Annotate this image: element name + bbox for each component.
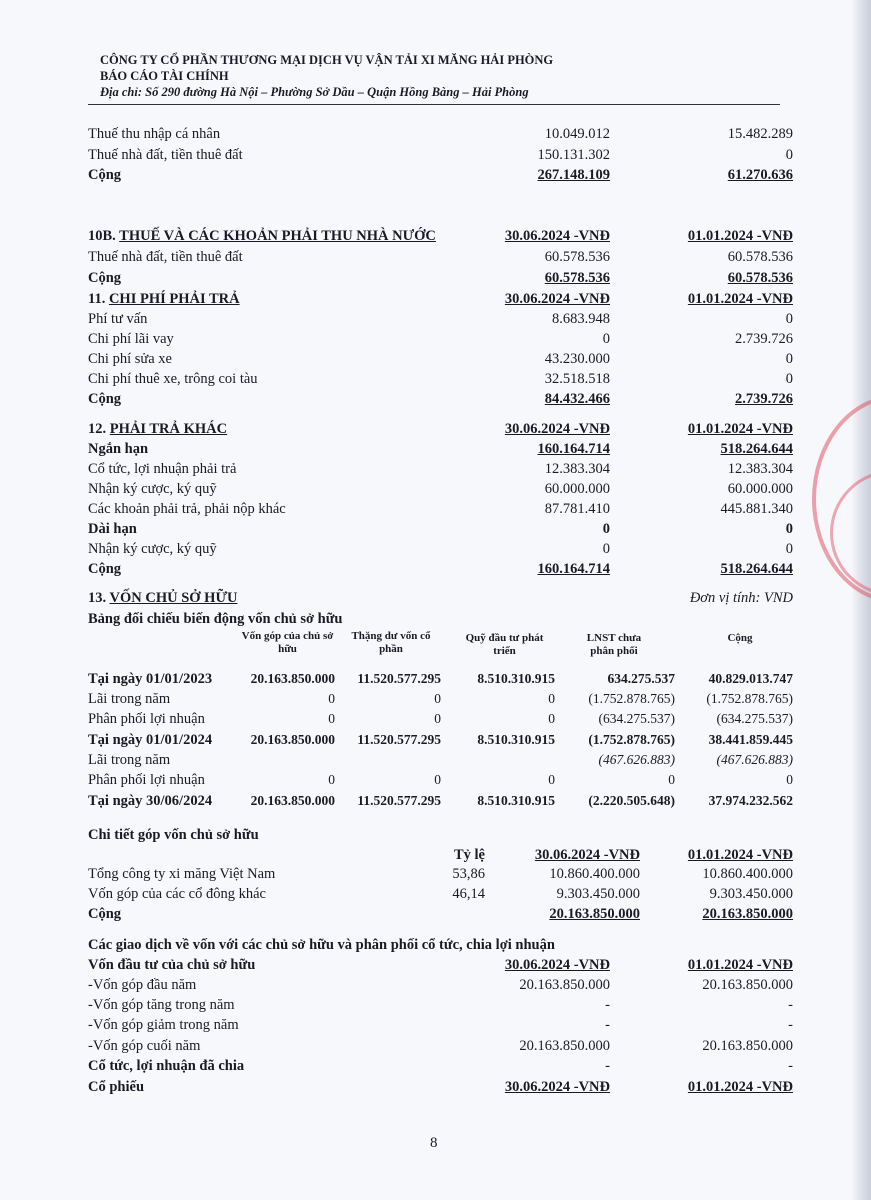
total-a: 84.432.466 <box>544 391 610 407</box>
section-10b-heading <box>88 227 436 245</box>
equity-row-label: Phân phối lợi nhuận <box>88 711 205 727</box>
report-title: BÁO CÁO TÀI CHÍNH <box>100 69 229 83</box>
value-a: 0 <box>602 331 610 347</box>
equity-cell: 20.163.850.000 <box>250 732 335 747</box>
equity-row-label: Lãi trong năm <box>88 752 171 768</box>
value-b: 12.383.304 <box>727 461 793 477</box>
value-a: 43.230.000 <box>544 351 610 367</box>
equity-cell: (634.275.537) <box>716 711 793 726</box>
equity-cell: 20.163.850.000 <box>250 671 335 686</box>
total-label: Cộng <box>88 391 122 407</box>
equity-cell: 0 <box>548 711 555 726</box>
header-divider <box>88 104 780 105</box>
value-a: 12.383.304 <box>544 461 610 477</box>
equity-cell: 8.510.310.915 <box>477 732 555 747</box>
transaction-row-label: -Vốn góp giảm trong năm <box>88 1017 239 1033</box>
section-title: CHI PHÍ PHẢI TRẢ <box>108 291 240 307</box>
page-edge-shadow <box>851 0 871 1200</box>
col-header-a: 30.06.2024 -VNĐ <box>534 847 640 863</box>
section-number: 10B. <box>88 228 116 244</box>
transaction-value-a: 30.06.2024 -VNĐ <box>504 1079 610 1095</box>
value-b: 0 <box>785 521 793 537</box>
transaction-row-label: -Vốn góp tăng trong năm <box>88 997 235 1013</box>
section-title: PHẢI TRẢ KHÁC <box>109 421 228 437</box>
transaction-value-a: - <box>605 1017 610 1033</box>
subgroup-label: Ngắn hạn <box>88 441 149 457</box>
equity-row-label: Tại ngày 01/01/2024 <box>88 732 213 748</box>
col-header: Vốn góp của chủ sở hữu <box>241 630 334 655</box>
value-a: 0 <box>602 521 610 537</box>
equity-cell: 634.275.537 <box>607 671 675 686</box>
total-b: 20.163.850.000 <box>702 906 793 922</box>
total-b: 60.578.536 <box>727 270 793 286</box>
value-b: 518.264.644 <box>720 441 793 457</box>
value-a: 8.683.948 <box>552 311 610 327</box>
value-b: 0 <box>785 311 793 327</box>
value-b: 60.578.536 <box>727 249 793 265</box>
equity-cell: 20.163.850.000 <box>250 793 335 808</box>
equity-cell: 38.441.859.445 <box>708 732 793 747</box>
row-label: Các khoản phải trả, phải nộp khác <box>88 501 286 517</box>
total-a: 160.164.714 <box>537 561 610 577</box>
value-a: 9.303.450.000 <box>556 886 640 902</box>
equity-cell: 0 <box>786 772 793 787</box>
total-label: Cộng <box>88 906 122 922</box>
equity-row-label: Tại ngày 01/01/2023 <box>88 671 213 687</box>
row-label: Tổng công ty xi măng Việt Nam <box>88 866 276 882</box>
row-label: Cổ tức, lợi nhuận phải trả <box>88 461 237 477</box>
section-title: VỐN CHỦ SỞ HỮU <box>109 590 238 606</box>
transaction-value-a: 20.163.850.000 <box>519 977 610 993</box>
equity-cell: 0 <box>668 772 675 787</box>
transaction-value-b: - <box>788 1058 793 1074</box>
equity-row-label: Phân phối lợi nhuận <box>88 772 205 788</box>
col-header-a: 30.06.2024 -VNĐ <box>504 957 610 973</box>
equity-cell: (467.626.883) <box>716 752 793 767</box>
section-12-heading <box>88 420 227 438</box>
transactions-title: Các giao dịch về vốn với các chủ sở hữu và phân phối cổ tức, chia lợi nhuận <box>88 937 555 953</box>
row-label: Chi phí thuê xe, trông coi tàu <box>88 371 258 387</box>
subgroup-label: Dài hạn <box>88 521 137 537</box>
row-label: Vốn góp của các cổ đông khác <box>88 886 266 902</box>
equity-cell: (1.752.878.765) <box>588 691 675 706</box>
total-b: 2.739.726 <box>735 391 793 407</box>
transaction-value-b: 20.163.850.000 <box>702 1038 793 1054</box>
equity-cell: 11.520.577.295 <box>357 732 441 747</box>
equity-cell: 0 <box>434 711 441 726</box>
row-label: Phí tư vấn <box>88 311 148 327</box>
value-b: 9.303.450.000 <box>709 886 793 902</box>
transaction-row-label: Cổ phiếu <box>88 1079 145 1095</box>
col-header-ratio: Tỷ lệ <box>453 847 485 863</box>
equity-cell: 0 <box>548 772 555 787</box>
col-header: LNST chưa phân phối <box>586 632 642 657</box>
transaction-row-label: -Vốn góp đầu năm <box>88 977 197 993</box>
value-a: 150.131.302 <box>537 147 610 163</box>
transaction-row-label: Cổ tức, lợi nhuận đã chia <box>88 1058 245 1074</box>
total-b: 518.264.644 <box>720 561 793 577</box>
col-header-b: 01.01.2024 -VNĐ <box>687 421 793 437</box>
value-a: 32.518.518 <box>544 371 610 387</box>
transaction-row-label: Vốn đầu tư của chủ sở hữu <box>88 957 256 973</box>
value-a: 60.000.000 <box>544 481 610 497</box>
value-b: 0 <box>785 351 793 367</box>
equity-cell: 11.520.577.295 <box>357 793 441 808</box>
equity-cell: 8.510.310.915 <box>477 793 555 808</box>
page-number: 8 <box>430 1135 438 1151</box>
equity-table-title: Bảng đối chiếu biến động vốn chủ sở hữu <box>88 611 343 627</box>
total-label: Cộng <box>88 270 122 286</box>
equity-cell: 0 <box>328 691 335 706</box>
value-a: 0 <box>602 541 610 557</box>
col-header-b: 01.01.2024 -VNĐ <box>687 957 793 973</box>
value-b: 445.881.340 <box>720 501 793 517</box>
equity-cell: 40.829.013.747 <box>708 671 793 686</box>
value-b: 15.482.289 <box>727 126 793 142</box>
total-a: 20.163.850.000 <box>549 906 640 922</box>
value-a: 160.164.714 <box>537 441 610 457</box>
equity-cell: 0 <box>328 772 335 787</box>
total-a: 267.148.109 <box>537 167 610 183</box>
transaction-value-a: 20.163.850.000 <box>519 1038 610 1054</box>
col-header: Quỹ đầu tư phát triển <box>465 632 544 657</box>
total-label: Cộng <box>88 561 122 577</box>
company-address: Địa chỉ: Số 290 đường Hà Nội – Phường Sở Dầu – Quận Hồng Bàng – Hải Phòng <box>100 85 529 99</box>
equity-cell: 0 <box>548 691 555 706</box>
col-header: Cộng <box>727 632 753 644</box>
unit-note: Đơn vị tính: VND <box>689 590 793 606</box>
value-b: 0 <box>785 371 793 387</box>
value-b: 0 <box>785 147 793 163</box>
section-11-heading <box>88 290 240 308</box>
value-b: 60.000.000 <box>727 481 793 497</box>
equity-cell: (1.752.878.765) <box>588 732 675 747</box>
col-header-a: 30.06.2024 -VNĐ <box>504 228 610 244</box>
detail-title: Chi tiết góp vốn chủ sở hữu <box>88 827 259 843</box>
row-label: Chi phí sửa xe <box>88 351 172 367</box>
value-a: 60.578.536 <box>544 249 610 265</box>
col-header-b: 01.01.2024 -VNĐ <box>687 847 793 863</box>
total-a: 60.578.536 <box>544 270 610 286</box>
row-label: Thuế thu nhập cá nhân <box>88 126 221 142</box>
value-a: 87.781.410 <box>544 501 610 517</box>
col-header-b: 01.01.2024 -VNĐ <box>687 291 793 307</box>
transaction-value-a: - <box>605 997 610 1013</box>
equity-cell: 11.520.577.295 <box>357 671 441 686</box>
ratio: 46,14 <box>452 886 485 902</box>
equity-cell: (467.626.883) <box>598 752 675 767</box>
section-number: 11. <box>88 291 106 307</box>
equity-cell: 8.510.310.915 <box>477 671 555 686</box>
equity-cell: 0 <box>328 711 335 726</box>
equity-cell: (2.220.505.648) <box>588 793 675 808</box>
total-label: Cộng <box>88 167 122 183</box>
equity-cell: 37.974.232.562 <box>708 793 793 808</box>
col-header-a: 30.06.2024 -VNĐ <box>504 421 610 437</box>
transaction-value-b: 01.01.2024 -VNĐ <box>687 1079 793 1095</box>
transaction-value-a: - <box>605 1058 610 1074</box>
transaction-value-b: - <box>788 1017 793 1033</box>
value-b: 0 <box>785 541 793 557</box>
col-header-b: 01.01.2024 -VNĐ <box>687 228 793 244</box>
equity-cell: (634.275.537) <box>598 711 675 726</box>
equity-cell: 0 <box>434 691 441 706</box>
total-b: 61.270.636 <box>727 167 793 183</box>
row-label: Chi phí lãi vay <box>88 331 174 347</box>
col-header: Thặng dư vốn cổ phần <box>351 630 431 655</box>
section-number: 13. <box>88 590 107 606</box>
transaction-value-b: 20.163.850.000 <box>702 977 793 993</box>
ratio: 53,86 <box>452 866 485 882</box>
section-13-heading <box>88 589 237 607</box>
section-title: THUẾ VÀ CÁC KHOẢN PHẢI THU NHÀ NƯỚC <box>119 228 436 244</box>
equity-row-label: Tại ngày 30/06/2024 <box>88 793 213 809</box>
section-number: 12. <box>88 421 107 437</box>
equity-cell: 0 <box>434 772 441 787</box>
value-b: 2.739.726 <box>735 331 793 347</box>
row-label: Thuế nhà đất, tiền thuê đất <box>88 249 243 265</box>
row-label: Nhận ký cược, ký quỹ <box>88 481 217 497</box>
row-label: Nhận ký cược, ký quỹ <box>88 541 217 557</box>
equity-cell: (1.752.878.765) <box>706 691 793 706</box>
value-a: 10.049.012 <box>544 126 610 142</box>
value-a: 10.860.400.000 <box>549 866 640 882</box>
company-name: CÔNG TY CỔ PHẦN THƯƠNG MẠI DỊCH VỤ VẬN TẢI XI MĂNG HẢI PHÒNG <box>100 53 554 67</box>
equity-row-label: Lãi trong năm <box>88 691 171 707</box>
row-label: Thuế nhà đất, tiền thuê đất <box>88 147 243 163</box>
col-header-a: 30.06.2024 -VNĐ <box>504 291 610 307</box>
transaction-value-b: - <box>788 997 793 1013</box>
value-b: 10.860.400.000 <box>702 866 793 882</box>
transaction-row-label: -Vốn góp cuối năm <box>88 1038 201 1054</box>
